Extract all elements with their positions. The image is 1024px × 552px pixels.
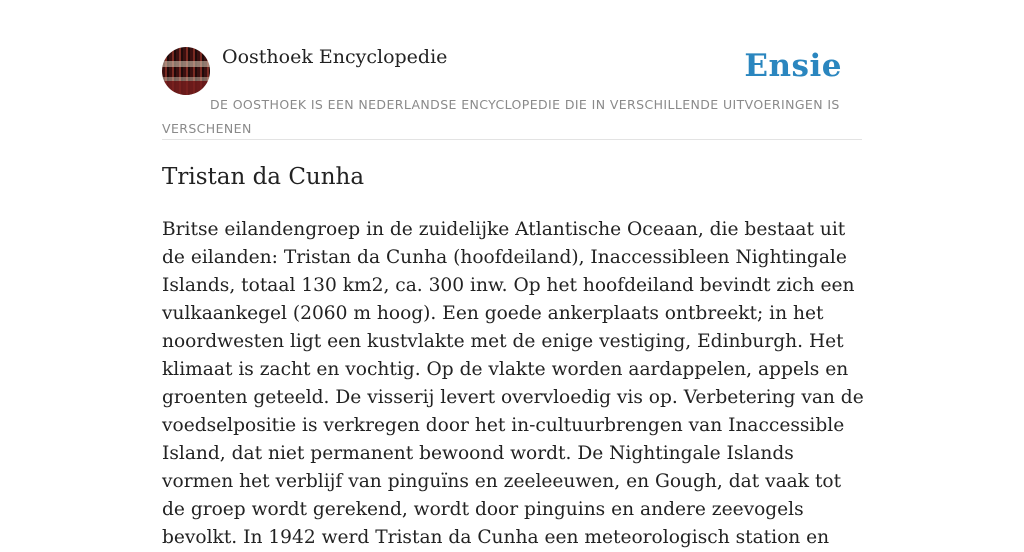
brand-logo[interactable]: Ensie	[744, 48, 842, 84]
site-avatar[interactable]	[162, 47, 210, 95]
avatar-book-band	[162, 61, 210, 67]
entry-body: Britse eilandengroep in de zuidelijke Atlantische Oceaan, die bestaat uit de eilanden: Tristan da Cunha (hoofdeiland), Inaccessibleen Nightingale Islands, totaal 130 km2, ca. 300 inw. Op het hoofdeiland bevindt zich een vulkaankegel (2060 m hoog). Een goede ankerplaats ontbreekt; in het noordwesten ligt een kustvlakte met de enige vestiging, Edinburgh. Het klimaat is zacht en vochtig. Op de vlakte worden aardappelen, appels en groenten geteeld. De visserij levert overvloedig vis op. Verbetering van de voedselpositie is verkregen door het in-cultuurbrengen van Inaccessible Island, dat niet permanent bewoond wordt. De Nightingale Islands vormen het verblijf van pinguïns en zeeleeuwen, en Gough, dat vaak tot de groep wordt gerekend, wordt door pinguins en andere zeevogels bevolkt. In 1942 werd Tristan da Cunha een meteorologisch station en	[162, 219, 864, 548]
site-tagline: DE OOSTHOEK IS EEN NEDERLANDSE ENCYCLOPEDIE DIE IN VERSCHILLENDE UITVOERINGEN IS VERSCHENEN	[162, 97, 840, 136]
entry-title: Tristan da Cunha	[162, 164, 365, 190]
site-title[interactable]: Oosthoek Encyclopedie	[222, 46, 448, 68]
header-divider	[162, 139, 862, 140]
